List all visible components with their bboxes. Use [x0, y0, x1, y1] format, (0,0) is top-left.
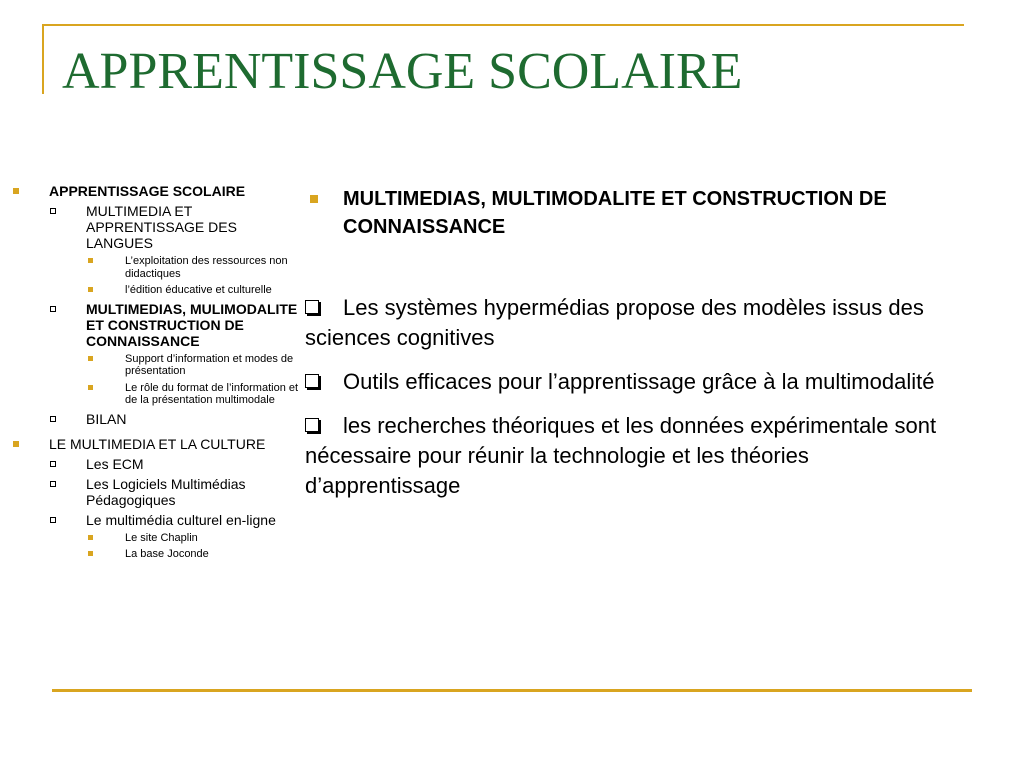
outline-subitem-label: L’exploitation des ressources non didactiques	[125, 255, 288, 280]
content-point	[305, 293, 970, 353]
outline-panel	[0, 180, 300, 561]
outline-item-label: MULTIMEDIAS, MULIMODALITE ET CONSTRUCTION DE CONNAISSANCE	[86, 300, 298, 349]
outline-subitem-edition[interactable]	[0, 284, 300, 297]
checkbox-bullet-icon	[50, 416, 56, 422]
square-bullet-icon	[88, 287, 93, 292]
checkbox-bullet-icon	[50, 208, 56, 214]
outline-section-apprentissage[interactable]	[0, 183, 300, 199]
outline-subitem-role-format[interactable]	[0, 382, 300, 407]
bottom-rule	[52, 689, 972, 692]
content-point	[305, 367, 970, 397]
square-bullet-icon	[88, 551, 93, 556]
section-heading	[305, 185, 970, 241]
main-content	[305, 185, 970, 501]
outline-subitem-label: Le site Chaplin	[125, 531, 198, 544]
checkbox-bullet-icon	[50, 461, 56, 467]
outline-item-multimedia-langues[interactable]	[0, 203, 300, 251]
outline-section-label: APPRENTISSAGE SCOLAIRE	[49, 183, 246, 199]
top-rule	[42, 24, 964, 26]
outline-subitem-label: La base Joconde	[125, 548, 209, 560]
outline-item-bilan[interactable]	[0, 411, 300, 427]
content-point-text: Les systèmes hypermédias propose des modèles issus des sciences cognitives	[305, 295, 924, 350]
outline-item-multimodalite-current[interactable]	[0, 301, 300, 349]
outline-section-culture[interactable]	[0, 436, 300, 452]
square-bullet-icon	[13, 441, 19, 447]
outline-item-label: Les Logiciels Multimédias Pédagogiques	[86, 475, 246, 508]
outline-item-logiciels[interactable]	[0, 476, 300, 508]
outline-item-label: Le multimédia culturel en-ligne	[86, 511, 276, 528]
content-point-text: Outils efficaces pour l’apprentissage grâce à la multimodalité	[343, 369, 935, 394]
outline-subitem-label: Le rôle du format de l’information et de la présentation multimodale	[125, 381, 299, 406]
checkbox-bullet-icon	[305, 418, 319, 432]
outline-item-culturel-en-ligne[interactable]	[0, 512, 300, 528]
outline-item-label: BILAN	[86, 410, 127, 427]
square-bullet-icon	[13, 188, 19, 194]
outline-item-label: Les ECM	[86, 455, 144, 472]
outline-section-label: LE MULTIMEDIA ET LA CULTURE	[49, 435, 266, 452]
outline-subitem-joconde[interactable]	[0, 548, 300, 561]
content-point-text: les recherches théoriques et les données expérimentale sont nécessaire pour réunir la technologie et les théories d’apprentissage	[305, 413, 937, 498]
content-point	[305, 411, 970, 501]
outline-subitem-label: Support d’information et modes de présentation	[125, 352, 294, 377]
outline-subitem-chaplin[interactable]	[0, 532, 300, 545]
checkbox-bullet-icon	[50, 306, 56, 312]
checkbox-bullet-icon	[305, 300, 319, 314]
outline-subitem-label: l’édition éducative et culturelle	[125, 284, 272, 296]
square-bullet-icon	[88, 356, 93, 361]
checkbox-bullet-icon	[50, 481, 56, 487]
left-rule	[42, 24, 44, 94]
checkbox-bullet-icon	[305, 374, 319, 388]
checkbox-bullet-icon	[50, 517, 56, 523]
square-bullet-icon	[88, 258, 93, 263]
square-bullet-icon	[88, 535, 93, 540]
outline-subitem-ressources[interactable]	[0, 255, 300, 280]
outline-subitem-support[interactable]	[0, 353, 300, 378]
slide-title: APPRENTISSAGE SCOLAIRE	[62, 43, 743, 100]
outline-item-label: MULTIMEDIA ET APPRENTISSAGE DES LANGUES	[86, 203, 237, 251]
section-heading-text: MULTIMEDIAS, MULTIMODALITE ET CONSTRUCTION DE CONNAISSANCE	[343, 188, 887, 238]
square-bullet-icon	[88, 385, 93, 390]
square-bullet-icon	[310, 195, 318, 203]
outline-item-ecm[interactable]	[0, 456, 300, 472]
